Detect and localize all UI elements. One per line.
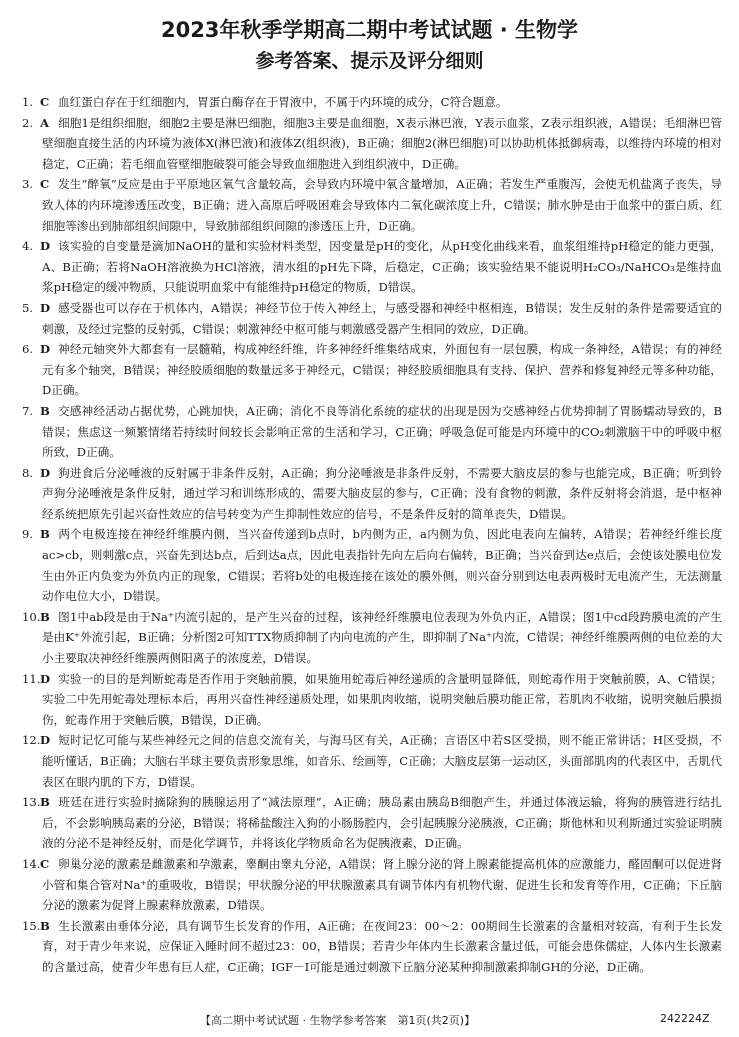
- answer-item: [22, 236, 722, 298]
- item-answer: B: [40, 403, 50, 418]
- item-number: 5.: [22, 300, 34, 315]
- item-explanation: 发生“醉氧”反应是由于平原地区氧气含量较高，会导致内环境中氧含量增加，A正确；若发生严重腹泻，会使无机盐离子丧失，导致人体的内环境渗透压改变，B正确；进入高原后呼吸困难会导致体内二氧化碳浓度上升，C错误；肺水肿是由于血浆中的蛋白质、红细胞等渗出到肺部组织间隙中，导致肺部组织间隙的渗透压上升，D正确。: [42, 177, 722, 233]
- answer-item: [22, 916, 722, 978]
- answer-list: [22, 92, 722, 978]
- item-number: 15.: [22, 918, 41, 933]
- answer-item: [22, 854, 722, 916]
- item-number: 3.: [22, 177, 34, 192]
- answer-item: [22, 298, 722, 339]
- item-explanation: 短时记忆可能与某些神经元之间的信息交流有关，与海马区有关，A正确；言语区中若S区受损，则不能正常讲话；H区受损，不能听懂话，B正确；大脑右半球主要负责形象思维，如音乐、绘画等，C正确；大脑皮层第一运动区，头面部肌肉的代表区中，舌肌代表区在眼内肌的下方，D错误。: [42, 733, 722, 789]
- item-explanation: 两个电极连接在神经纤维膜内侧，当兴奋传递到b点时，b内侧为正，a内侧为负，因此电表向左偏转，A错误；若神经纤维长度ac>cb，则刺激c点，兴奋先到达b点，后到达a点，因此电表指针先向左后向右偏转，B正确；当兴奋到达e点后，会使该处膜电位发生由外正内负变为外负内正的现象，C错误；若将b处的电极连接在该处的膜外侧，则兴奋分别到达电表两极时无电流产生，无法测量动作电位大小，D错误。: [42, 527, 722, 604]
- item-explanation: 卵巢分泌的激素是雌激素和孕激素，睾酮由睾丸分泌，A错误；肾上腺分泌的肾上腺素能提高机体的应激能力，醛固酮可以促进肾小管和集合管对Na⁺的重吸收，B错误；甲状腺分泌的甲状腺激素具有调节体内有机物代谢、促进生长和发育等作用，C正确；下丘脑分泌的激素为促肾上腺素释放激素，D错误。: [42, 856, 722, 913]
- item-explanation: 神经元轴突外大都套有一层髓鞘，构成神经纤维，许多神经纤维集结成束，外面包有一层包膜，构成一条神经，A错误；有的神经元有多个轴突，B错误；神经胶质细胞的数量远多于神经元，C错误；神经胶质细胞具有支持、保护、营养和修复神经元等多种功能，D正确。: [42, 342, 722, 398]
- item-explanation: 实验一的目的是判断蛇毒是否作用于突触前膜，如果施用蛇毒后神经递质的含量明显降低，则蛇毒作用于突触前膜，A、C错误；实验二中先用蛇毒处理标本后，再用兴奋性神经递质处理，如果肌肉收缩，说明突触后膜功能正常，若肌肉不收缩，说明突触后膜损伤，蛇毒作用于突触后膜，B错误，D正确。: [42, 671, 722, 727]
- item-answer: D: [40, 300, 51, 315]
- page-title: 2023年秋季学期高二期中考试试题 · 生物学: [160, 18, 579, 42]
- item-explanation: 狗进食后分泌唾液的反射属于非条件反射，A正确；狗分泌唾液是非条件反射，不需要大脑皮层的参与也能完成，B正确；听到铃声狗分泌唾液是条件反射，通过学习和训练形成的，需要大脑皮层的参与，C正确；没有食物的刺激，条件反射将会消退，是中枢神经系统把原先引起兴奋性效应的信号转变为产生抑制性效应的信号，不是条件反射的简单丧失，D错误。: [42, 465, 722, 521]
- item-answer: A: [40, 115, 49, 130]
- item-number: 1.: [22, 95, 34, 109]
- answer-item: [22, 607, 722, 669]
- item-answer: B: [40, 795, 50, 810]
- item-number: 2.: [22, 115, 34, 130]
- item-number: 6.: [22, 342, 34, 357]
- item-answer: D: [40, 733, 51, 748]
- footer-code: 242224Z: [660, 1012, 710, 1025]
- answer-item: [22, 113, 722, 175]
- item-explanation: 班廷在进行实验时摘除狗的胰腺运用了“减法原理”，A正确；胰岛素由胰岛B细胞产生，并通过体液运输，将狗的胰管进行结扎后，不会影响胰岛素的分泌，B错误；将稀盐酸注入狗的小肠肠腔内，会引起胰腺分泌胰液，C正确；斯他林和贝利斯通过实验证明胰液的分泌不是神经反射，而是化学调节，并将该化学物质命名为促胰液素，D正确。: [42, 795, 722, 851]
- item-answer: C: [40, 95, 50, 109]
- item-number: 9.: [22, 527, 34, 542]
- item-explanation: 感受器也可以存在于机体内，A错误；神经节位于传入神经上，与感受器和神经中枢相连，B错误；发生反射的条件是需要适宜的刺激，及经过完整的反射弧，C错误；刺激神经中枢可能与刺激感受器产生相同的效应，D正确。: [42, 300, 722, 336]
- item-number: 14.: [22, 856, 41, 871]
- item-number: 13.: [22, 795, 41, 810]
- answer-item: [22, 92, 722, 113]
- item-number: 4.: [22, 239, 34, 254]
- item-answer: B: [40, 609, 50, 624]
- answer-item: [22, 669, 722, 731]
- item-explanation: 细胞1是组织细胞，细胞2主要是淋巴细胞，细胞3主要是血细胞，X表示淋巴液，Y表示血浆，Z表示组织液，A错误；毛细淋巴管壁细胞直接生活的内环境为液体X(淋巴液)和液体Z(组织液)，B正确；细胞2(淋巴细胞)可以协助机体抵御病毒，以维持内环境的相对稳定，C正确；若毛细血管壁细胞破裂可能会导致血细胞进入到组织液中，D正确。: [42, 115, 722, 171]
- item-explanation: 交感神经活动占据优势，心跳加快，A正确；消化不良等消化系统的症状的出现是因为交感神经占优势抑制了胃肠蠕动导致的，B错误；焦虑这一频繁情绪若持续时间较长会影响正常的生活和学习，C正确；呼吸急促可能是内环境中的CO₂刺激脑干中的呼吸中枢所致，D正确。: [42, 403, 722, 460]
- item-answer: B: [40, 527, 50, 542]
- item-explanation: 图1中ab段是由于Na⁺内流引起的，是产生兴奋的过程，该神经纤维膜电位表现为外负内正，A错误；图1中cd段跨膜电流的产生是由K⁺外流引起，B正确；分析图2可知TTX物质抑制了内向电流的产生，即抑制了Na⁺内流，C错误；神经纤维膜两侧的电位差的大小主要取决神经纤维膜两侧阳离子的浓度差，D错误。: [42, 609, 722, 666]
- item-explanation: 生长激素由垂体分泌，具有调节生长发育的作用，A正确；在夜间23：00～2：00期间生长激素的含量相对较高，有利于生长发育，对于青少年来说，应保证入睡时间不超过23：00，B错误；若青少年体内生长激素含量过低，可能会患侏儒症，人体内生长激素的含量过高，使青少年患有巨人症，C正确；IGF－Ⅰ可能是通过刺激下丘脑分泌某种抑制激素抑制GH的分泌，D正确。: [42, 918, 722, 974]
- item-number: 12.: [22, 733, 41, 748]
- item-answer: C: [40, 856, 50, 871]
- answer-item: [22, 401, 722, 463]
- item-answer: B: [40, 918, 50, 933]
- page-subtitle: 参考答案、提示及评分细则: [255, 50, 484, 72]
- item-number: 10.: [22, 609, 41, 624]
- answer-item: [22, 463, 722, 525]
- item-number: 7.: [22, 403, 34, 418]
- answer-item: [22, 524, 722, 606]
- item-answer: D: [40, 671, 51, 686]
- footer-title: 【高二期中考试试题 · 生物学参考答案 第1页(共2页)】: [200, 1014, 476, 1027]
- item-answer: D: [40, 342, 51, 357]
- item-answer: C: [40, 177, 50, 192]
- answer-item: [22, 174, 722, 236]
- item-number: 11.: [22, 671, 41, 686]
- item-number: 8.: [22, 465, 34, 480]
- answer-item: [22, 730, 722, 792]
- item-answer: D: [40, 239, 51, 254]
- item-explanation: 血红蛋白存在于红细胞内，胃蛋白酶存在于胃液中，不属于内环境的成分，C符合题意。: [58, 95, 508, 109]
- answer-item: [22, 792, 722, 854]
- answer-item: [22, 339, 722, 401]
- item-answer: D: [40, 465, 51, 480]
- item-explanation: 该实验的自变量是滴加NaOH的量和实验材料类型，因变量是pH的变化，从pH变化曲线来看，血浆组维持pH稳定的能力更强，A、B正确；若将NaOH溶液换为HCl溶液，清水组的pH先下降，后稳定，C正确；该实验结果不能说明H₂CO₃/NaHCO₃是维持血浆pH稳定的缓冲物质，只能说明血浆中有能维持pH稳定的物质，D错误。: [42, 239, 722, 295]
